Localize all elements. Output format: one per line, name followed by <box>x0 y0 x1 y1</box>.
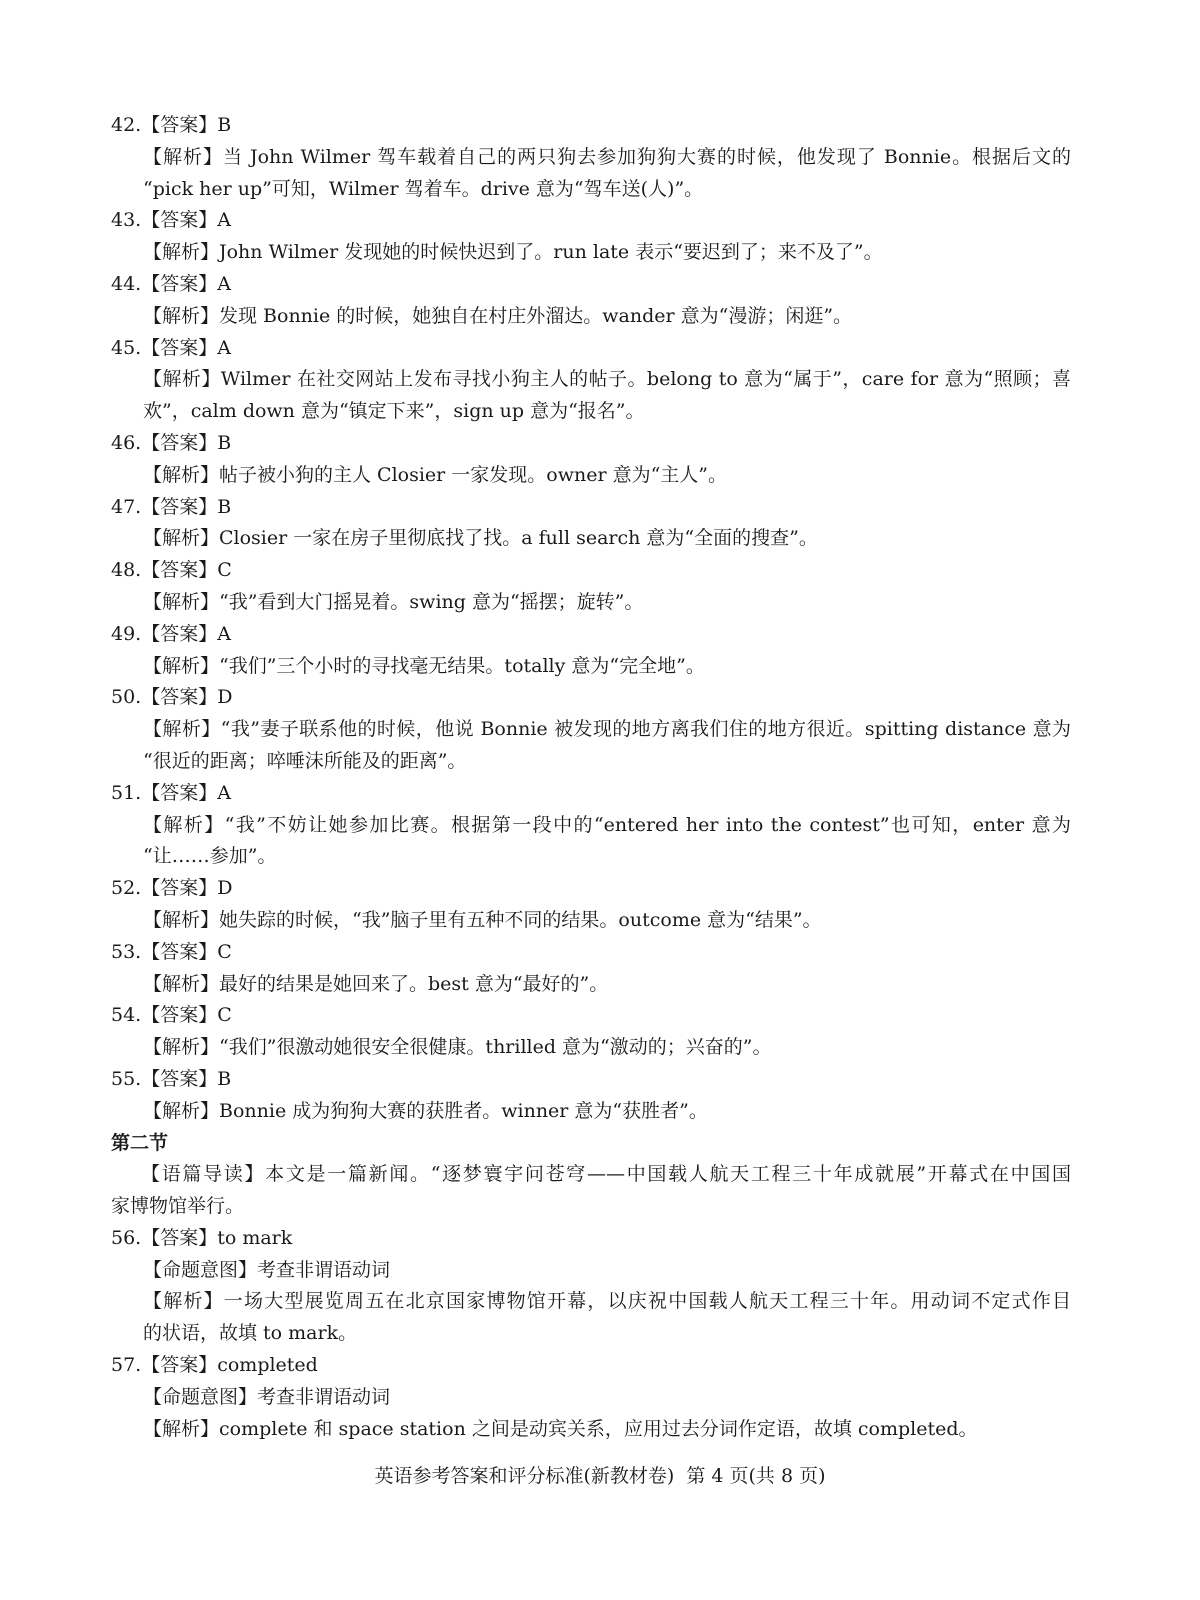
analysis-45-line1: 【解析】Wilmer 在社交网站上发布寻找小狗主人的帖子。belong to 意为“属于”，care for 意为“照顾；喜 <box>143 368 1071 391</box>
page-footer <box>0 1462 1200 1490</box>
answer-44: 44.【答案】A <box>111 272 231 295</box>
passage-guide-line2: 家博物馆举行。 <box>111 1195 245 1218</box>
answer-42: 42.【答案】B <box>111 114 232 136</box>
analysis-52: 【解析】她失踪的时候，“我”脑子里有五种不同的结果。outcome 意为“结果”。 <box>143 908 822 931</box>
analysis-53: 【解析】最好的结果是她回来了。best 意为“最好的”。 <box>143 972 609 995</box>
analysis-51-line1: 【解析】“我”不妨让她参加比赛。根据第一段中的“entered her into the contest”也可知，enter 意为 <box>143 813 1071 836</box>
analysis-54: 【解析】“我们”很激动她很安全很健康。thrilled 意为“激动的；兴奋的”。 <box>143 1036 772 1059</box>
answer-57: 57.【答案】completed <box>111 1354 318 1377</box>
answer-43: 43.【答案】A <box>111 209 231 232</box>
analysis-49: 【解析】“我们”三个小时的寻找毫无结果。totally 意为“完全地”。 <box>143 654 705 677</box>
answer-51: 51.【答案】A <box>111 781 231 804</box>
analysis-51-line2: “让……参加”。 <box>143 845 277 868</box>
analysis-50-line2: “很近的距离；啐唾沫所能及的距离”。 <box>143 749 467 772</box>
answer-48: 48.【答案】C <box>111 559 232 582</box>
analysis-46: 【解析】帖子被小狗的主人 Closier 一家发现。owner 意为“主人”。 <box>143 463 728 486</box>
answer-content <box>111 110 1071 1445</box>
answer-50: 50.【答案】D <box>111 686 233 709</box>
answer-54: 54.【答案】C <box>111 1004 232 1027</box>
section-heading: 第二节 <box>111 1131 169 1154</box>
analysis-48: 【解析】“我”看到大门摇晃着。swing 意为“摇摆；旋转”。 <box>143 590 644 613</box>
answer-56: 56.【答案】to mark <box>111 1226 293 1249</box>
analysis-47: 【解析】Closier 一家在房子里彻底找了找。a full search 意为“全面的搜查”。 <box>143 527 818 550</box>
answer-49: 49.【答案】A <box>111 622 231 645</box>
analysis-50-line1: 【解析】“我”妻子联系他的时候，他说 Bonnie 被发现的地方离我们住的地方很近。spitting distance 意为 <box>143 718 1071 741</box>
answer-47: 47.【答案】B <box>111 495 232 518</box>
analysis-43: 【解析】John Wilmer 发现她的时候快迟到了。run late 表示“要迟到了；来不及了”。 <box>143 241 883 264</box>
footer-title: 英语参考答案和评分标准(新教材卷) <box>374 1465 675 1487</box>
intent-57: 【命题意图】考查非谓语动词 <box>143 1385 391 1408</box>
analysis-44: 【解析】发现 Bonnie 的时候，她独自在村庄外溜达。wander 意为“漫游；闲逛”。 <box>143 304 853 327</box>
intent-56: 【命题意图】考查非谓语动词 <box>143 1258 391 1281</box>
analysis-45-line2: 欢”，calm down 意为“镇定下来”，sign up 意为“报名”。 <box>143 400 645 423</box>
analysis-42-line1: 【解析】当 John Wilmer 驾车载着自己的两只狗去参加狗狗大赛的时候，他发现了 Bonnie。根据后文的 <box>143 145 1071 168</box>
passage-guide-line1: 【语篇导读】本文是一篇新闻。“逐梦寰宇问苍穹——中国载人航天工程三十年成就展”开幕式在中国国 <box>141 1163 1071 1186</box>
analysis-55: 【解析】Bonnie 成为狗狗大赛的获胜者。winner 意为“获胜者”。 <box>143 1099 708 1122</box>
footer-page-number: 第 4 页(共 8 页) <box>686 1465 826 1487</box>
analysis-42-line2: “pick her up”可知，Wilmer 驾着车。drive 意为“驾车送(人)”。 <box>143 177 704 200</box>
answer-53: 53.【答案】C <box>111 940 232 963</box>
answer-55: 55.【答案】B <box>111 1067 232 1090</box>
answer-46: 46.【答案】B <box>111 431 232 454</box>
answer-52: 52.【答案】D <box>111 877 233 900</box>
answer-45: 45.【答案】A <box>111 336 231 359</box>
analysis-56-line1: 【解析】一场大型展览周五在北京国家博物馆开幕，以庆祝中国载人航天工程三十年。用动词不定式作目 <box>143 1290 1071 1313</box>
analysis-57: 【解析】complete 和 space station 之间是动宾关系，应用过去分词作定语，故填 completed。 <box>143 1417 978 1440</box>
analysis-56-line2: 的状语，故填 to mark。 <box>143 1322 358 1345</box>
